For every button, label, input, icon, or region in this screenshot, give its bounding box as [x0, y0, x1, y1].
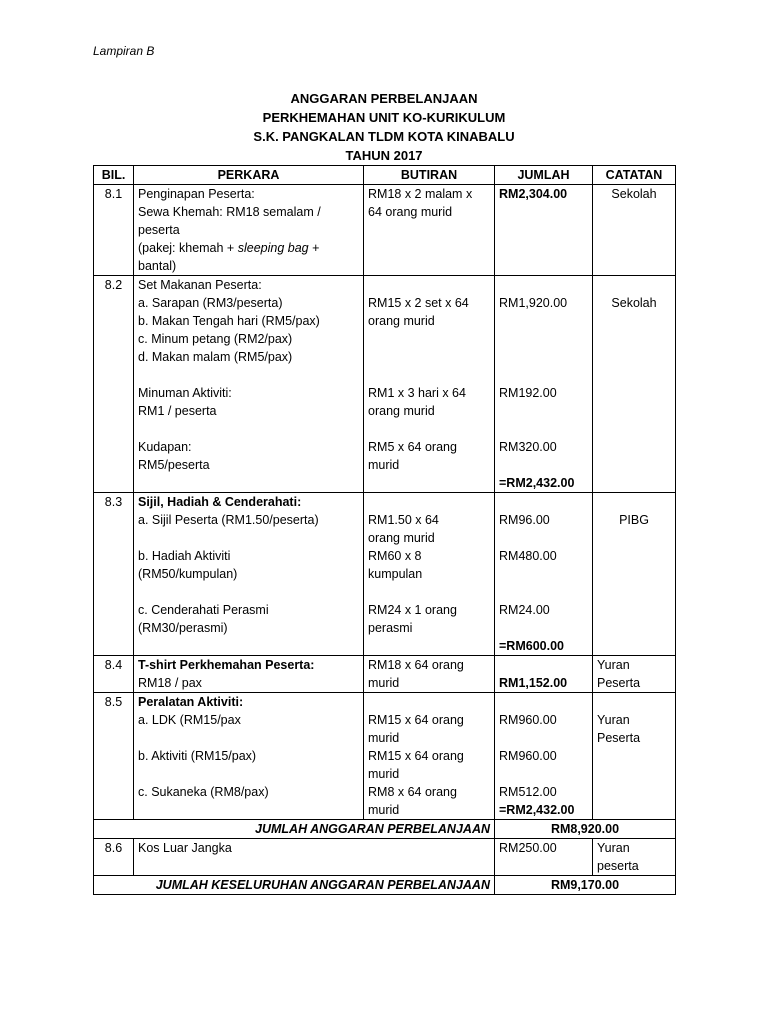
item-description: Kos Luar Jangka	[134, 839, 495, 876]
item-description: Penginapan Peserta: Sewa Khemah: RM18 semalam / peserta (pakej: khemah + sleeping bag + bantal)	[134, 185, 364, 276]
item-amount: RM250.00	[495, 839, 593, 876]
item-amount: RM1,920.00 RM192.00 RM320.00 =RM2,432.00	[495, 276, 593, 493]
item-details: RM18 x 2 malam x 64 orang murid	[364, 185, 495, 276]
item-note: Sekolah	[593, 276, 676, 493]
grand-total-value: RM9,170.00	[495, 876, 676, 895]
table-row	[94, 185, 676, 276]
appendix-label: Lampiran B	[93, 44, 155, 58]
table-row	[94, 656, 676, 693]
subtotal: =RM2,432.00	[499, 476, 575, 490]
item-details: RM18 x 64 orang murid	[364, 656, 495, 693]
budget-table	[93, 165, 676, 895]
item-note: Yuran Peserta	[593, 656, 676, 693]
row-number: 8.1	[94, 185, 134, 276]
header-school: S.K. PANGKALAN TLDM KOTA KINABALU	[253, 129, 515, 144]
document-header	[0, 89, 768, 165]
table-row	[94, 276, 676, 493]
item-description: Peralatan Aktiviti: a. LDK (RM15/pax b. Aktiviti (RM15/pax) c. Sukaneka (RM8/pax)	[134, 693, 364, 820]
column-header-bil: BIL.	[94, 166, 134, 185]
item-note: Yuran peserta	[593, 839, 676, 876]
item-details: RM15 x 2 set x 64 orang murid RM1 x 3 hari x 64 orang murid RM5 x 64 orang murid	[364, 276, 495, 493]
grand-total-label: JUMLAH KESELURUHAN ANGGARAN PERBELANJAAN	[94, 876, 495, 895]
item-description: Sijil, Hadiah & Cenderahati: a. Sijil Peserta (RM1.50/peserta) b. Hadiah Aktiviti (RM50/kumpulan) c. Cenderahati Perasmi (RM30/perasmi)	[134, 493, 364, 656]
row-number: 8.6	[94, 839, 134, 876]
column-header-catatan: CATATAN	[593, 166, 676, 185]
table-row	[94, 493, 676, 656]
header-title: ANGGARAN PERBELANJAAN	[290, 91, 478, 106]
grand-total-row	[94, 876, 676, 895]
item-details: RM15 x 64 orang murid RM15 x 64 orang murid RM8 x 64 orang murid	[364, 693, 495, 820]
column-header-jumlah: JUMLAH	[495, 166, 593, 185]
item-amount: RM960.00 RM960.00 RM512.00 =RM2,432.00	[495, 693, 593, 820]
header-event: PERKHEMAHAN UNIT KO-KURIKULUM	[262, 110, 506, 125]
item-note: PIBG	[593, 493, 676, 656]
item-note: Yuran Peserta	[593, 693, 676, 820]
total-label: JUMLAH ANGGARAN PERBELANJAAN	[94, 820, 495, 839]
item-amount: RM1,152.00	[495, 656, 593, 693]
item-description: T-shirt Perkhemahan Peserta: RM18 / pax	[134, 656, 364, 693]
header-year: TAHUN 2017	[345, 148, 423, 163]
total-value: RM8,920.00	[495, 820, 676, 839]
item-amount: RM2,304.00	[495, 185, 593, 276]
item-description: Set Makanan Peserta: a. Sarapan (RM3/peserta) b. Makan Tengah hari (RM5/pax) c. Minum petang (RM2/pax) d. Makan malam (RM5/pax) Minuman Aktiviti: RM1 / peserta Kudapan: RM5/peserta	[134, 276, 364, 493]
column-header-butiran: BUTIRAN	[364, 166, 495, 185]
table-row	[94, 693, 676, 820]
row-number: 8.4	[94, 656, 134, 693]
item-amount: RM96.00 RM480.00 RM24.00 =RM600.00	[495, 493, 593, 656]
row-number: 8.2	[94, 276, 134, 493]
row-number: 8.5	[94, 693, 134, 820]
item-note: Sekolah	[593, 185, 676, 276]
total-row	[94, 820, 676, 839]
table-row	[94, 839, 676, 876]
subtotal: =RM2,432.00	[499, 803, 575, 817]
row-number: 8.3	[94, 493, 134, 656]
table-header-row	[94, 166, 676, 185]
column-header-perkara: PERKARA	[134, 166, 364, 185]
item-details: RM1.50 x 64 orang murid RM60 x 8 kumpulan RM24 x 1 orang perasmi	[364, 493, 495, 656]
subtotal: =RM600.00	[499, 639, 564, 653]
